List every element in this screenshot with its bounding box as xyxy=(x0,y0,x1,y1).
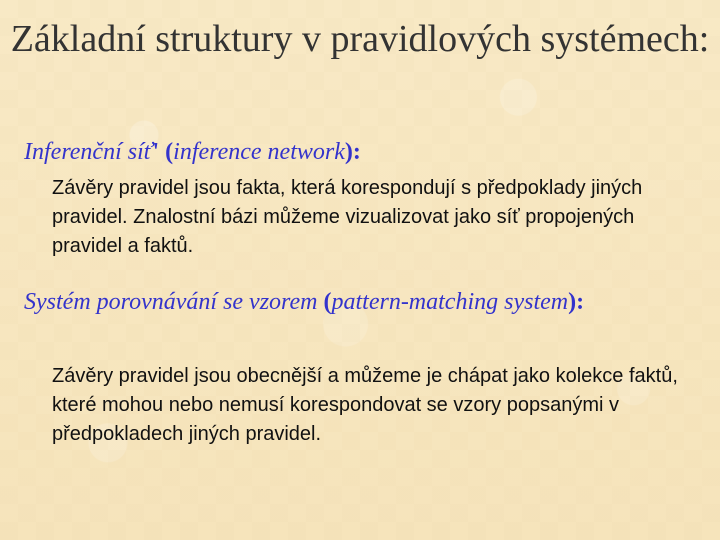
section-heading-close: ): xyxy=(568,289,585,315)
section-text-pattern-matching: Závěry pravidel jsou obecnější a můžeme je chápat jako kolekce faktů, které mohou nebo nemusí korespondovat se vzory popsanými v předpokladech jiných pravidel. xyxy=(52,365,678,445)
section-heading-inference-network xyxy=(24,136,684,168)
section-heading-main: Inferenční síť xyxy=(24,139,153,165)
slide-title: Základní struktury v pravidlových systémech: xyxy=(10,18,710,60)
section-heading-main: Systém porovnávání se vzorem xyxy=(24,289,318,315)
section-heading-open: ' ( xyxy=(152,139,174,165)
section-heading-alt: inference network xyxy=(173,139,345,165)
section-heading-close: ): xyxy=(344,139,361,165)
section-heading-alt: pattern-matching system xyxy=(331,289,569,315)
section-heading-pattern-matching xyxy=(24,286,674,318)
section-text-inference-network: Závěry pravidel jsou fakta, která korespondují s předpoklady jiných pravidel. Znalostní bázi můžeme vizualizovat jako síť propojených pravidel a faktů. xyxy=(52,177,643,257)
section-heading-open: ( xyxy=(317,289,332,315)
